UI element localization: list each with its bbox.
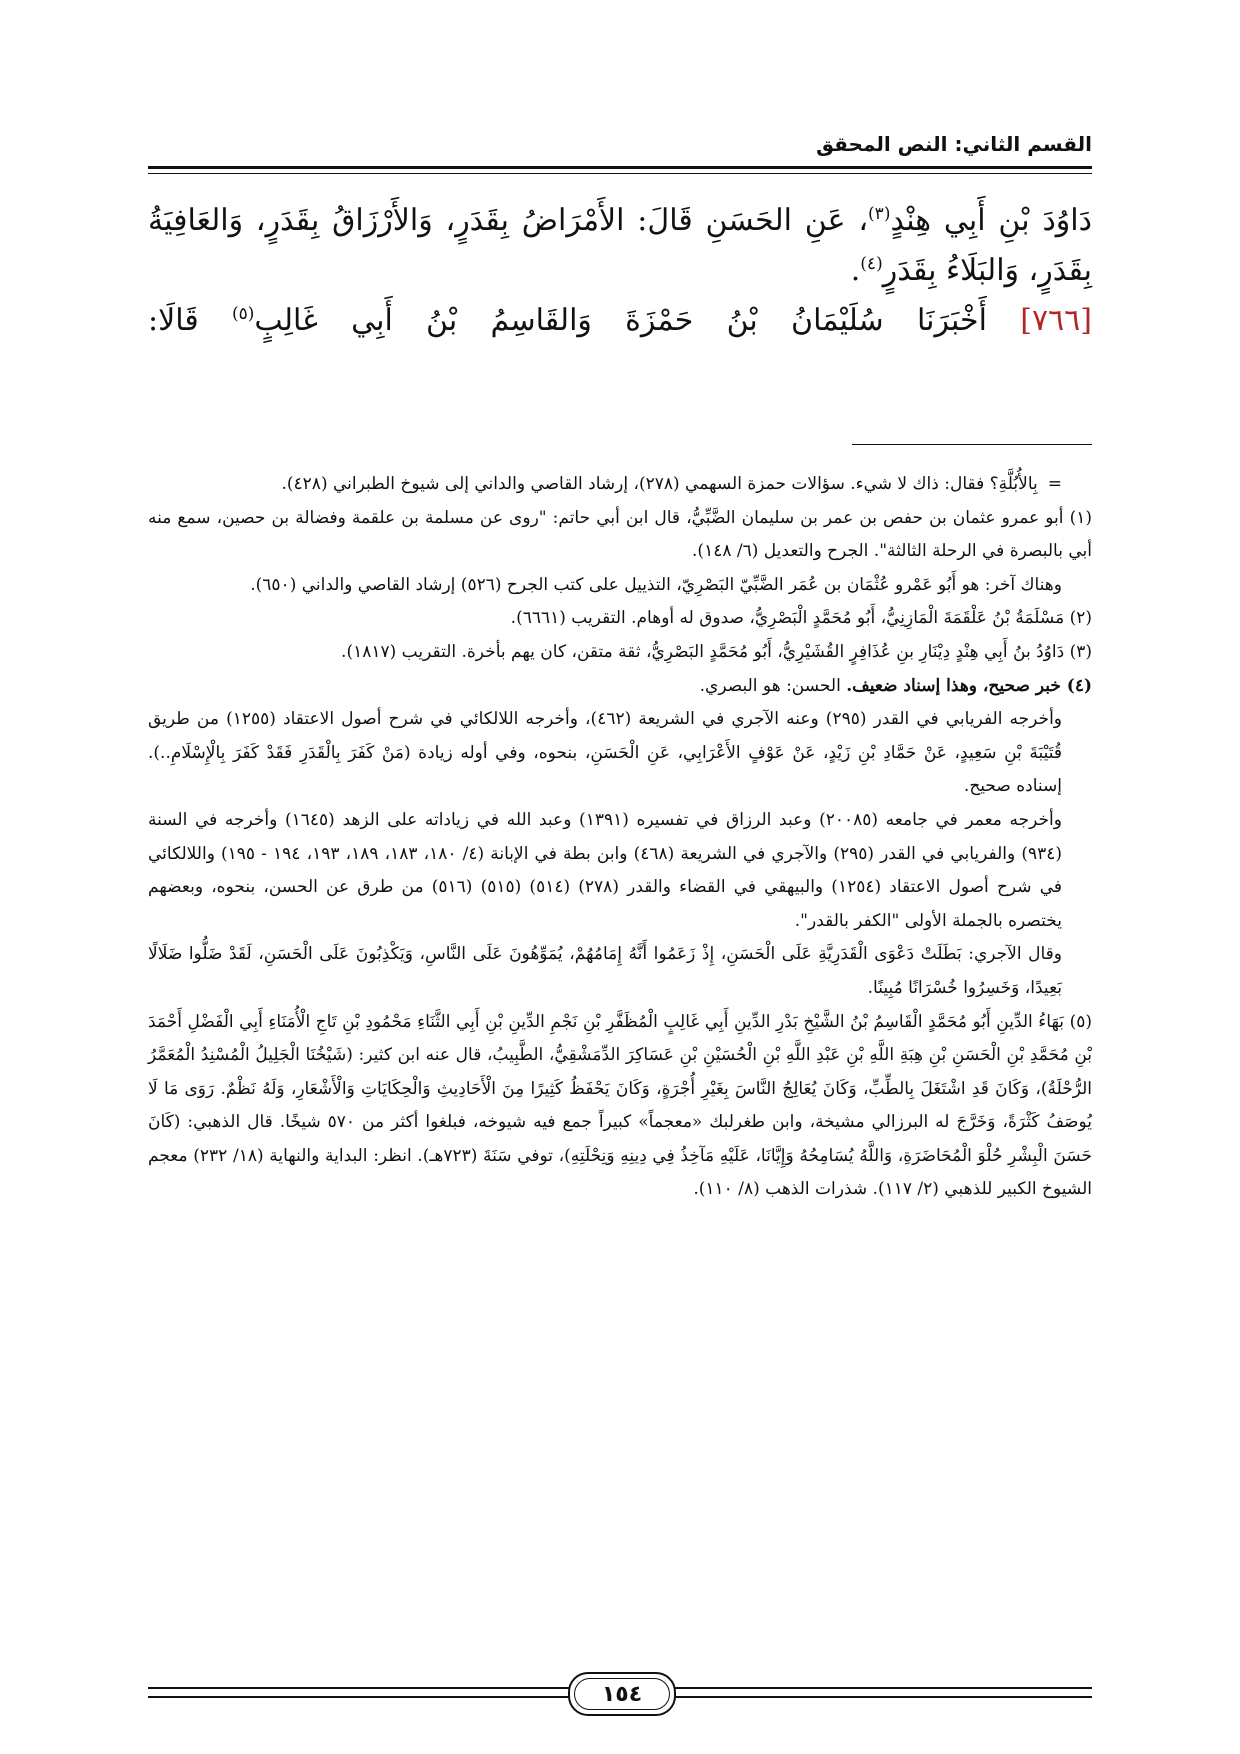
footnote-4-takhrij: وأخرجه معمر في جامعه (٢٠٠٨٥) وعبد الرزاق في تفسيره (١٣٩١) وعبد الله في زياداته على الزهد (١٦٤٥) وأخرجه في السنة (٩٣٤) والفريابي في القدر (٢٩٥) والآجري في الشريعة (٤٦٨) وابن بطة في الإبانة (٤/ ١٨٠، ١٨٣، ١٨٩، ١٩٣، ١٩٤ - ١٩٥) واللالكائي في شرح أصول الاعتقاد (١٢٥٤) والبيهقي في القضاء والقدر (٢٧٨) (٥١٤) (٥١٥) (٥١٦) من طرق عن الحسن، بنحوه، وبعضهم يختصره بالجملة الأولى "الكفر بالقدر".	[148, 809, 1063, 931]
footnote-ref-4: (٤)	[860, 254, 883, 274]
main-paragraph	[148, 196, 1092, 296]
header-rule-thick	[148, 166, 1092, 169]
footnote-3: (٣) دَاوُدُ بنُ أَبِي هِنْدٍ دِيْنَارِ بنِ عُذَافِرٍ القُشَيْرِيُّ، أَبُو مُحَمَّدٍ البَصْرِيُّ، ثقة متقن، كان يهم بأخرة. التقريب (١٨١٧).	[341, 641, 1092, 662]
footnote-2: (٢) مَسْلَمَةُ بْنُ عَلْقَمَةَ الْمَازِنِيُّ، أَبُو مُحَمَّدٍ الْبَصْرِيُّ، صدوق له أوهام. التقريب (٦٦٦١).	[510, 608, 1092, 629]
footnote-4-quote: وقال الآجري: بَطَلَتْ دَعْوَى الْقَدَرِيَّةِ عَلَى الْحَسَنِ، إِذْ زَعَمُوا أَنَّهُ إِمَامُهُمْ، يُمَوِّهُونَ عَلَى النَّاسِ، وَيَكْذِبُونَ عَلَى الْحَسَنِ، لَقَدْ ضَلُّوا ضَلَالًا بَعِيدًا، وَخَسِرُوا خُسْرَانًا مُبِينًا.	[148, 944, 1062, 998]
running-title: القسم الثاني: النص المحقق	[816, 132, 1092, 156]
footnote-1-extra: وهناك آخر: هو أَبُو عَمْرو عُثْمَان بن عُمَر الضَّبِّيّ البَصْرِيّ، التذييل على كتب الجرح (٥٢٦) إرشاد القاصي والداني (٦٥٠).	[250, 574, 1062, 595]
page-number-frame	[568, 1672, 676, 1716]
footnote-ref-3: (٣)	[868, 204, 891, 224]
main-text-run: ، عَنِ الحَسَنِ قَالَ: الأَمْرَاضُ بِقَدَرٍ، وَالأَرْزَاقُ بِقَدَرٍ، وَالعَافِيَةُ بِقَدَرٍ، وَالبَلَاءُ بِقَدَرٍ	[148, 203, 1092, 288]
footnotes	[148, 468, 1092, 1207]
header-rule-thin	[148, 173, 1092, 174]
page-footer	[148, 1672, 1092, 1716]
main-text	[148, 196, 1092, 346]
main-text-run: أَخْبَرَنَا سُلَيْمَانُ بْنُ حَمْزَةَ وَالقَاسِمُ بْنُ أَبِي غَالِبٍ	[254, 303, 987, 338]
main-text-run: .	[850, 253, 861, 288]
main-text-run: قَالَا:	[148, 303, 199, 338]
footnote-continuation	[148, 468, 1092, 502]
footnote-text: بِالأُبُلَّةِ؟ فقال: ذاك لا شيء. سؤالات حمزة السهمي (٢٧٨)، إرشاد القاصي والداني إلى شيوخ الطبراني (٤٢٨).	[281, 474, 1038, 494]
paragraph-number: [٧٦٦]	[1020, 303, 1092, 338]
footnote-4-verdict: (٤) خبر صحيح، وهذا إسناد ضعيف.	[846, 675, 1092, 696]
footnote-1: (١) أبو عمرو عثمان بن حفص بن عمر بن سليمان الضَّبِّيُّ، قال ابن أبي حاتم: "روى عن مسلمة بن علقمة وفضالة بن حصين، سمع منه أبي بالبصرة في الرحلة الثالثة". الجرح والتعديل (٦/ ١٤٨).	[148, 507, 1092, 562]
main-paragraph	[148, 296, 1092, 346]
footnote-ref-5: (٥)	[231, 304, 255, 324]
page-number: ١٥٤	[601, 1681, 643, 1707]
footnote-4	[148, 670, 1092, 704]
footnote-4-takhrij: وأخرجه الفريابي في القدر (٢٩٥) وعنه الآجري في الشريعة (٤٦٢)، وأخرجه اللالكائي في شرح أصول الاعتقاد (١٢٥٥) من طريق قُتَيْبَةَ بْنِ سَعِيدٍ، عَنْ حَمَّادِ بْنِ زَيْدٍ، عَنْ عَوْفٍ الأَعْرَابِي، عَنِ الْحَسَنِ، بنحوه، وفي أوله زيادة (مَنْ كَفَرَ بِالْقَدَرِ فَقَدْ كَفَرَ بِالْإِسْلَامِ..). إسناده صحيح.	[148, 709, 1062, 797]
footnote-separator	[852, 444, 1092, 445]
main-text-run: دَاوُدَ بْنِ أَبِي هِنْدٍ	[890, 203, 1092, 238]
footnote-5: (٥) بَهَاءُ الدِّينِ أَبُو مُحَمَّدٍ الْقَاسِمُ بْنُ الشَّيْخِ بَدْرِ الدِّينِ أَبِي غَالِبٍ الْمُظَفَّرِ بْنِ نَجْمِ الدِّينِ بْنِ أَبِي الثَّنَاءِ مَحْمُودِ بْنِ تَاجِ الْأُمَنَاءِ أَبِي الْفَضْلِ أَحْمَدَ بْنِ مُحَمَّدِ بْنِ الْحَسَنِ بْنِ هِبَةِ اللَّهِ بْنِ عَبْدِ اللَّهِ بْنِ الْحُسَيْنِ بْنِ عَسَاكِرَ الدِّمَشْقِيُّ، الطَّبِيبُ، قال عنه ابن كثير: (شَيْخُنَا الْجَلِيلُ الْمُسْنِدُ الْمُعَمَّرُ الرُّحْلَةُ)، وَكَانَ قَدِ اشْتَغَلَ بِالطِّبِّ، وَكَانَ يُعَالِجُ النَّاسَ بِغَيْرِ أُجْرَةٍ، وَكَانَ يَحْفَظُ كَثِيرًا مِنَ الْأَحَادِيثِ وَالْحِكَايَاتِ وَالْأَشْعَارِ، وَلَهُ نَظْمٌ. رَوَى مَا لَا يُوصَفُ كَثْرَةً، وَخَرَّجَ له البرزالي مشيخة، وابن طغرلبك «معجماً» كبيراً جمع فيه شيوخه، فبلغوا أكثر من ٥٧٠ شيخًا. قال الذهبي: (كَانَ حَسَنَ الْبِشْرِ حُلْوَ الْمُحَاضَرَةِ، وَاللَّهُ يُسَامِحُهُ وَإِيَّانَا، عَلَيْهِ مَآخِذُ فِي دِينِهِ وَنِحْلَتِهِ)، توفي سَنَةَ (٧٢٣هـ). انظر: البداية والنهاية (١٨/ ٢٣٢) معجم الشيوخ الكبير للذهبي (٢/ ١١٧). شذرات الذهب (٨/ ١١٠).	[148, 1011, 1092, 1200]
continuation-mark: =	[1047, 474, 1062, 494]
footnote-text: الحسن: هو البصري.	[699, 675, 847, 696]
